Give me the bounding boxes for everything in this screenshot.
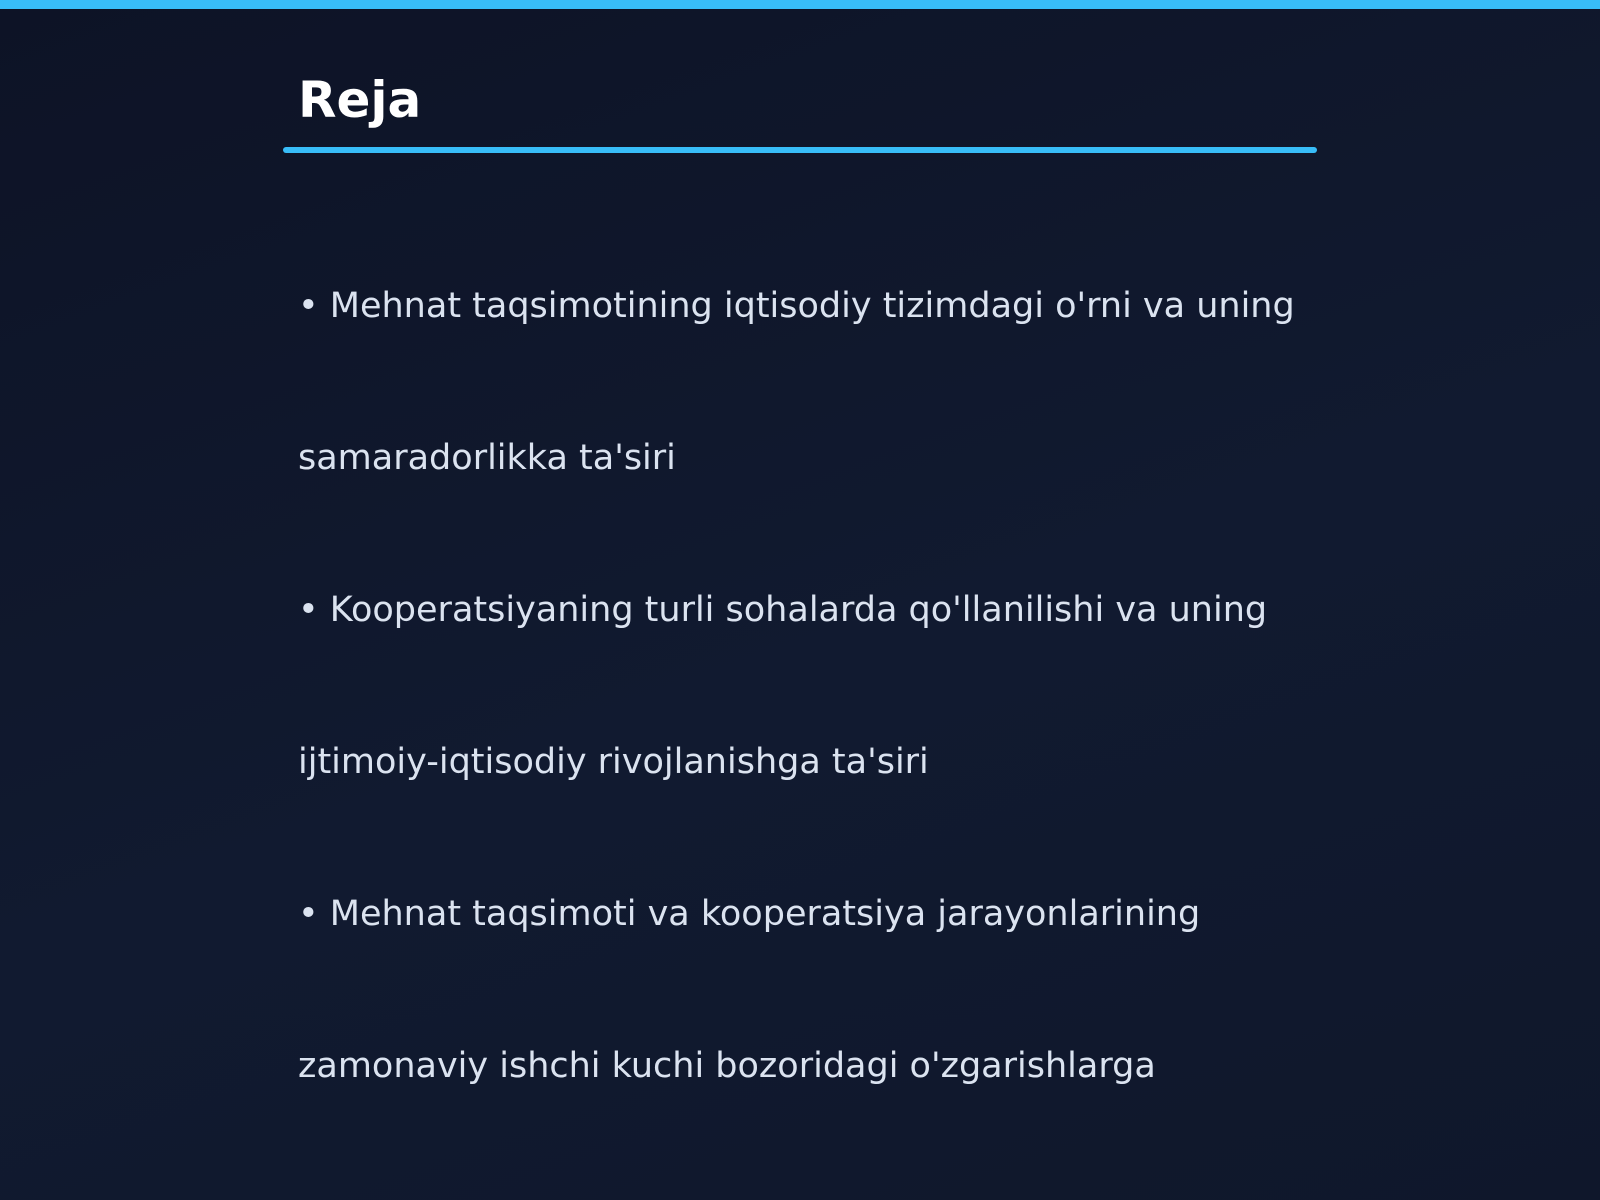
slide-title: Reja: [298, 71, 422, 129]
top-accent-bar: [0, 0, 1600, 9]
title-underline: [283, 147, 1317, 153]
plan-line-3: • Kooperatsiyaning turli sohalarda qo'llanilishi va uning: [298, 590, 1268, 630]
plan-line-4: ijtimoiy-iqtisodiy rivojlanishga ta'siri: [298, 742, 929, 782]
plan-line-6: zamonaviy ishchi kuchi bozoridagi o'zgarishlarga: [298, 1046, 1156, 1086]
plan-line-5: • Mehnat taqsimoti va kooperatsiya jarayonlarining: [298, 894, 1201, 934]
plan-line-1: • Mehnat taqsimotining iqtisodiy tizimdagi o'rni va uning: [298, 286, 1295, 326]
plan-line-2: samaradorlikka ta'siri: [298, 438, 676, 478]
